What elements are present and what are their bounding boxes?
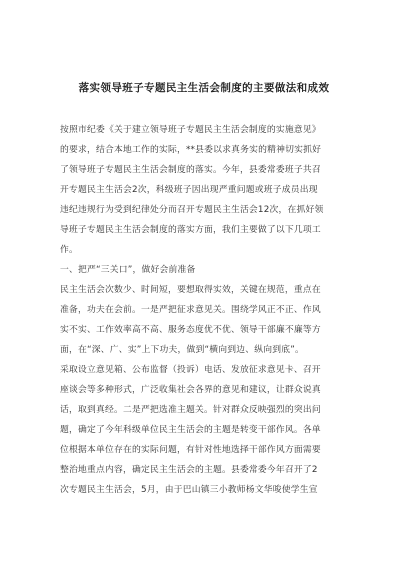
- section-heading-text: 一、把严“三关口”，做好会前准备: [60, 265, 196, 275]
- intro-paragraph: [60, 120, 366, 260]
- intro-line: 违纪违规行为受到纪律处分而召开专题民主生活会12次，在抓好领: [60, 205, 324, 215]
- section-line: 整治地重点内容，确定民主生活会的主题。县委常委今年召开了2: [60, 465, 318, 475]
- section-heading: [60, 260, 366, 280]
- section-line: 题，确定了今年科级单位民主生活会的主题是转变干部作风。各单: [60, 425, 321, 435]
- section-line: 民主生活会次数少、时间短，要想取得实效，关键在规范，重点在: [60, 285, 321, 295]
- section-line: 座谈会等多种形式，广泛收集社会各界的意见和建议，让群众说真: [60, 385, 321, 395]
- section-line: 面，在“深、广、实”上下功夫，做到“横向到边、纵向到底”。: [60, 345, 304, 355]
- intro-line: 导班子专题民主生活会制度的落实方面，我们主要做了以下几项工: [60, 225, 321, 235]
- section-line: 实不实、工作效率高不高、服务态度优不优、领导干部廉不廉等方: [60, 325, 321, 335]
- intro-line: 开专题民主生活会2次，科级班子因出现严重问题或班子成员出现: [60, 185, 318, 195]
- section-line: 采取设立意见箱、公布监督（投诉）电话、发放征求意见卡、召开: [60, 365, 321, 375]
- intro-line: 作。: [60, 245, 78, 255]
- section-paragraph: [60, 280, 366, 500]
- intro-line: 的要求，结合本地工作的实际，**县委以求真务实的精神切实抓好: [60, 145, 322, 155]
- section-line: 位根据本单位存在的实际问题，有针对性地选择干部作风方面需要: [60, 445, 321, 455]
- intro-line: 了领导班子专题民主生活会制度的落实。今年，县委常委班子共召: [60, 165, 321, 175]
- section-line: 准备，功夫在会前。一是严把征求意见关。围绕学风正不正、作风: [60, 305, 321, 315]
- section-line: 次专题民主生活会，5月，由于巴山镇三小教师杨文华唆使学生宣: [60, 485, 318, 495]
- section-line: 话，取到真经。二是严把选准主题关。针对群众反映强烈的突出问: [60, 405, 321, 415]
- document-title: 落实领导班子专题民主生活会制度的主要做法和成效: [78, 82, 330, 94]
- document-body: [60, 120, 366, 500]
- intro-line: 按照市纪委《关于建立领导班子专题民主生活会制度的实施意见》: [60, 125, 321, 135]
